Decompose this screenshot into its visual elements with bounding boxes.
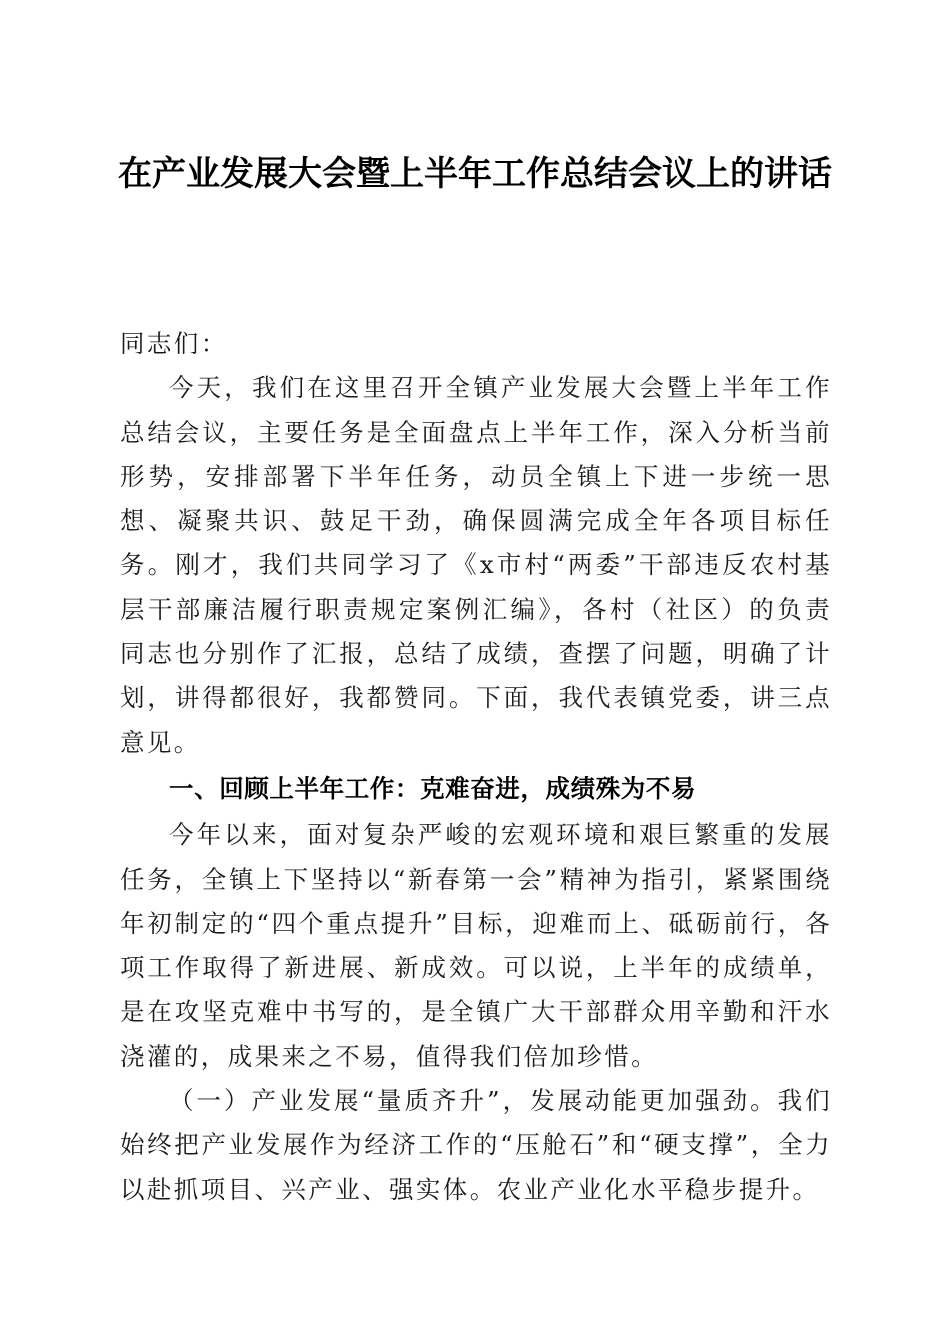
salutation: 同志们： <box>120 329 228 358</box>
paragraph-industry: （一）产业发展“量质齐升”，发展动能更加强劲。我们始终把产业发展作为经济工作的“压舱石”和“硬支撑”，全力以赴抓项目、兴产业、强实体。农业产业化水平稳步提升。 <box>120 1086 832 1204</box>
paragraph-intro: 今天，我们在这里召开全镇产业发展大会暨上半年工作总结会议，主要任务是全面盘点上半年工作，深入分析当前形势，安排部署下半年任务，动员全镇上下进一步统一思想、凝聚共识、鼓足干劲，确保圆满完成全年各项目标任务。刚才，我们共同学习了《x市村“两委”干部违反农村基层干部廉洁履行职责规定案例汇编》，各村（社区）的负责同志也分别作了汇报，总结了成绩，查摆了问题，明确了计划，讲得都很好，我都赞同。下面，我代表镇党委，讲三点意见。 <box>120 373 832 757</box>
document-title: 在产业发展大会暨上半年工作总结会议上的讲话 <box>118 154 832 194</box>
document-body <box>120 322 832 1212</box>
paragraph-review: 今年以来，面对复杂严峻的宏观环境和艰巨繁重的发展任务，全镇上下坚持以“新春第一会”精神为指引，紧紧围绕年初制定的“四个重点提升”目标，迎难而上、砥砺前行，各项工作取得了新进展、新成效。可以说，上半年的成绩单，是在攻坚克难中书写的，是全镇广大干部群众用辛勤和汗水浇灌的，成果来之不易，值得我们倍加珍惜。 <box>120 820 832 1071</box>
section-heading: 一、回顾上半年工作：克难奋进，成绩殊为不易 <box>169 773 697 803</box>
